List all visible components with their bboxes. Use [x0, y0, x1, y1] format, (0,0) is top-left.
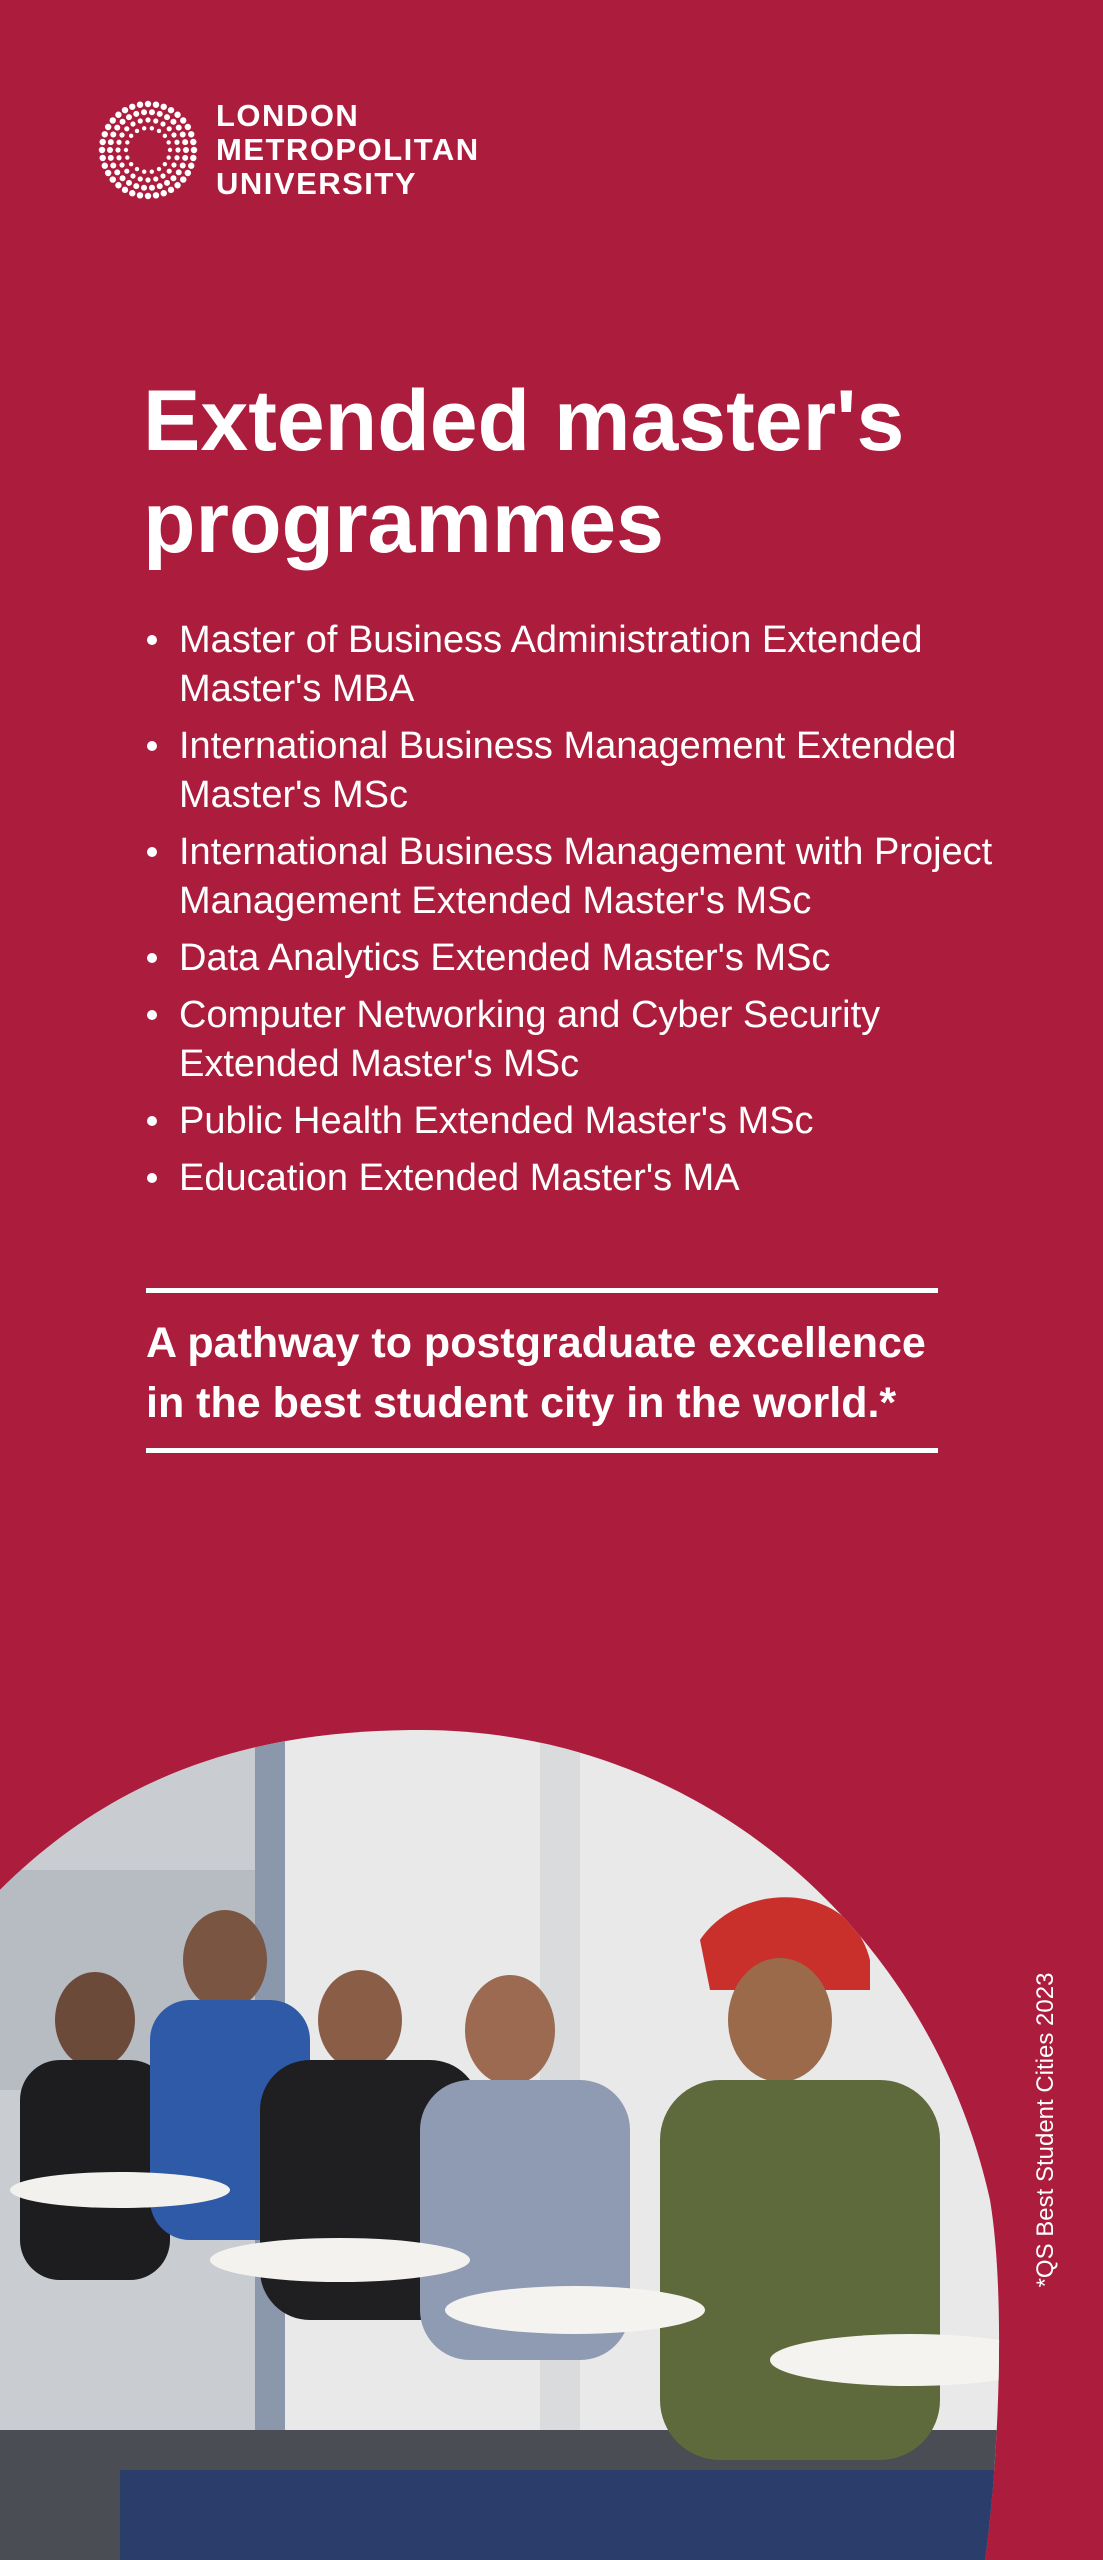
logo-dot — [164, 114, 170, 120]
programme-item: International Business Management with Project Management Extended Master's MSc — [143, 828, 1023, 926]
logo-dot — [167, 169, 172, 174]
logo-dot — [100, 139, 106, 145]
logo-dot — [174, 182, 180, 188]
logo-dot — [168, 148, 172, 152]
logo-dot — [175, 147, 180, 152]
logo-dot — [107, 147, 113, 153]
logo-dot — [115, 182, 121, 188]
logo-dot — [115, 112, 121, 118]
programme-item: International Business Management Extended Master's MSc — [143, 722, 1023, 820]
logo-dot — [145, 177, 150, 182]
logo-dot — [145, 193, 151, 199]
tagline — [146, 1313, 1046, 1433]
logo-dot — [125, 155, 129, 159]
logo-dot — [141, 109, 147, 115]
logo-dot — [190, 139, 196, 145]
logo-dot — [182, 139, 188, 145]
logo-dot — [153, 192, 159, 198]
classroom-photo-illustration — [0, 1730, 1103, 2560]
logo-dot — [100, 155, 106, 161]
dotted-circle-logo-icon — [96, 98, 200, 202]
logo-dot — [124, 169, 129, 174]
classroom-photo — [0, 1730, 1103, 2560]
logo-dot — [119, 132, 124, 137]
programme-item: Computer Networking and Cyber Security Extended Master's MSc — [143, 991, 1023, 1089]
logo-dot — [182, 155, 188, 161]
logo-dot — [116, 155, 121, 160]
logo-dot — [174, 140, 179, 145]
logo-dot — [130, 173, 135, 178]
logo-dot — [176, 169, 182, 175]
programme-item: Education Extended Master's MA — [143, 1154, 1023, 1203]
logo-dot — [120, 119, 126, 125]
logo-dot — [99, 147, 105, 153]
logo-dot — [108, 155, 114, 161]
logo-dot — [171, 132, 176, 137]
logo-dot — [129, 190, 135, 196]
logo-dot — [145, 101, 151, 107]
logo-dot — [120, 175, 126, 181]
logo-dot — [133, 111, 139, 117]
tagline-line-1: A pathway to postgraduate excellence — [146, 1319, 926, 1367]
logo-dot — [171, 162, 176, 167]
logo-line-3: UNIVERSITY — [216, 166, 418, 201]
title-line-2: programmes — [143, 475, 664, 571]
logo-dot — [150, 126, 154, 130]
logo-dot — [108, 139, 114, 145]
logo-dot — [180, 176, 186, 182]
logo-dot — [110, 132, 116, 138]
logo-dot — [153, 118, 158, 123]
tagline-divider-top — [146, 1288, 938, 1293]
logo-dot — [150, 169, 154, 173]
logo-dot — [130, 121, 135, 126]
logo-dot — [122, 187, 128, 193]
logo-dot — [188, 163, 194, 169]
logo-dot — [124, 148, 128, 152]
logo-dot — [168, 107, 174, 113]
logo-dot — [122, 107, 128, 113]
logo-dot — [142, 169, 146, 173]
logo-dot — [174, 112, 180, 118]
university-logo — [96, 98, 480, 202]
programme-item: Master of Business Administration Extended Master's MBA — [143, 616, 1023, 714]
logo-dot — [126, 180, 132, 186]
logo-dot — [163, 134, 167, 138]
logo-dot — [180, 117, 186, 123]
logo-dot — [129, 134, 133, 138]
logo-dot — [116, 140, 121, 145]
tagline-divider-bottom — [146, 1448, 938, 1453]
logo-dot — [157, 167, 161, 171]
logo-dot — [160, 173, 165, 178]
logo-dot — [129, 104, 135, 110]
logo-dot — [190, 155, 196, 161]
page-title — [143, 370, 1043, 574]
logo-dot — [157, 129, 161, 133]
logo-dot — [166, 140, 170, 144]
logo-dot — [105, 124, 111, 130]
logo-dot — [124, 126, 129, 131]
logo-dot — [174, 155, 179, 160]
logo-dot — [135, 167, 139, 171]
logo-dot — [160, 121, 165, 126]
logo-dot — [129, 162, 133, 166]
logo-dot — [115, 147, 120, 152]
programme-item: Data Analytics Extended Master's MSc — [143, 934, 1023, 983]
logo-dot — [149, 109, 155, 115]
logo-dot — [110, 117, 116, 123]
logo-dot — [180, 162, 186, 168]
logo-dot — [125, 140, 129, 144]
logo-dot — [114, 125, 120, 131]
logo-dot — [137, 192, 143, 198]
logo-dot — [119, 162, 124, 167]
logo-line-2: METROPOLITAN — [216, 132, 480, 167]
logo-dot — [153, 176, 158, 181]
logo-wordmark — [216, 99, 480, 201]
logo-dot — [138, 118, 143, 123]
logo-dot — [114, 169, 120, 175]
logo-dot — [149, 185, 155, 191]
programme-item: Public Health Extended Master's MSc — [143, 1097, 1023, 1146]
logo-dot — [191, 147, 197, 153]
logo-dot — [170, 119, 176, 125]
logo-dot — [168, 187, 174, 193]
logo-dot — [185, 170, 191, 176]
logo-dot — [135, 129, 139, 133]
logo-dot — [166, 155, 170, 159]
logo-dot — [110, 162, 116, 168]
logo-dot — [102, 163, 108, 169]
logo-dot — [183, 147, 189, 153]
logo-dot — [145, 117, 150, 122]
logo-dot — [188, 131, 194, 137]
logo-dot — [164, 180, 170, 186]
logo-dot — [153, 102, 159, 108]
logo-dot — [170, 175, 176, 181]
programme-list — [143, 616, 1023, 1211]
logo-dot — [110, 176, 116, 182]
logo-dot — [157, 111, 163, 117]
logo-dot — [137, 102, 143, 108]
logo-dot — [176, 125, 182, 131]
logo-dot — [167, 126, 172, 131]
logo-dot — [185, 124, 191, 130]
tagline-line-2: in the best student city in the world.* — [146, 1379, 897, 1427]
logo-dot — [161, 104, 167, 110]
logo-dot — [157, 183, 163, 189]
title-line-1: Extended master's — [143, 373, 905, 469]
logo-dot — [180, 132, 186, 138]
footnote: *QS Best Student Cities 2023 — [1032, 1972, 1059, 2288]
logo-dot — [126, 114, 132, 120]
logo-line-1: LONDON — [216, 98, 360, 133]
logo-dot — [138, 176, 143, 181]
logo-dot — [102, 131, 108, 137]
logo-dot — [133, 183, 139, 189]
logo-dot — [142, 126, 146, 130]
logo-dot — [105, 170, 111, 176]
logo-dot — [161, 190, 167, 196]
logo-dot — [141, 185, 147, 191]
logo-dot — [163, 162, 167, 166]
